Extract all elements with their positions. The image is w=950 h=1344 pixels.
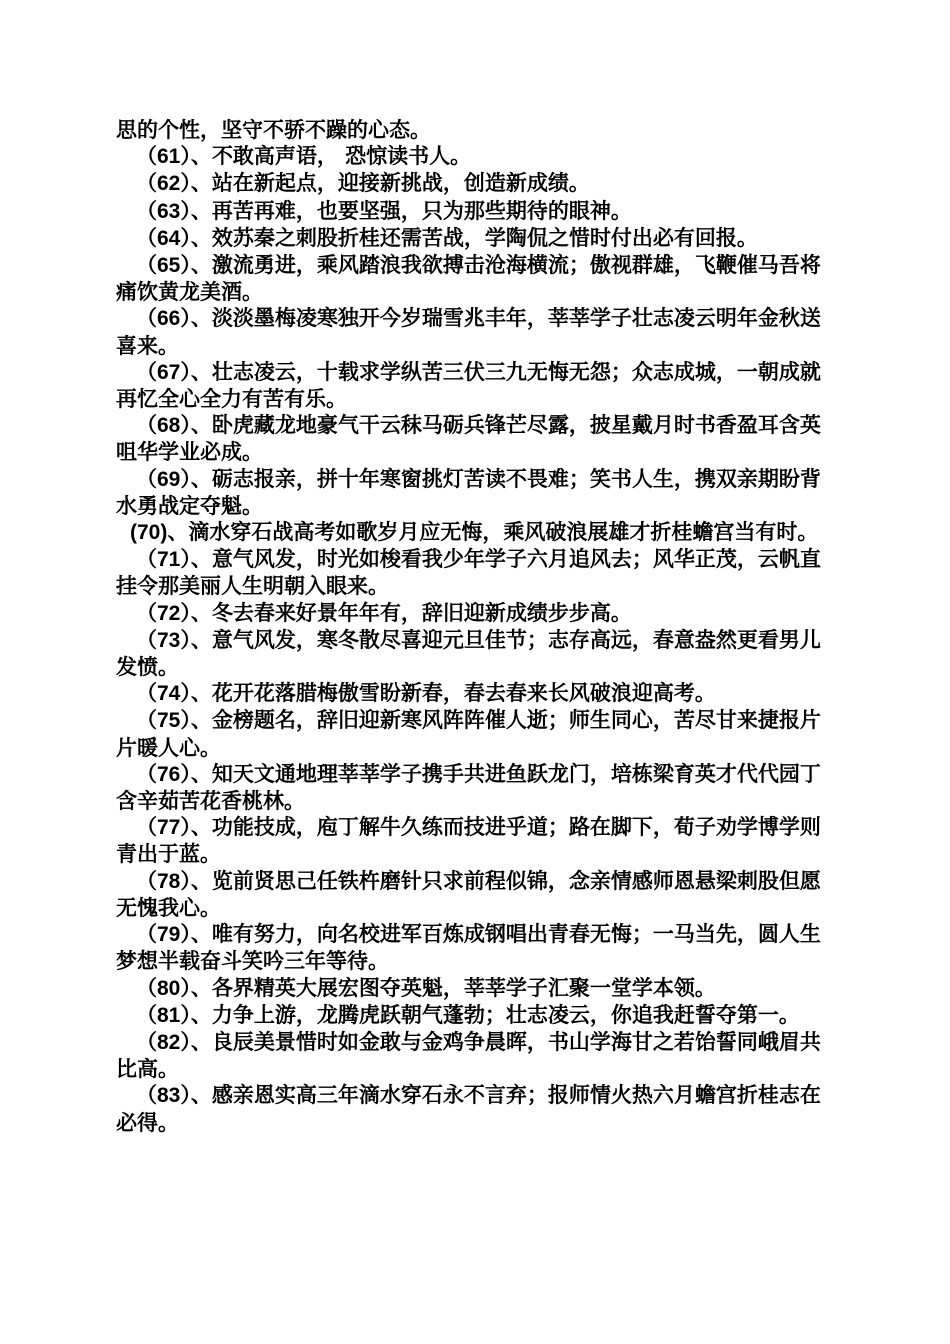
slogan-entry [116,868,830,921]
entry-number: （63） [136,199,191,223]
entry-number: （82） [136,1030,191,1054]
entry-text: 、感亲恩实高三年滴水穿石永不言弃；报师情火热六月蟾宫折桂志在必得。 [116,1083,821,1135]
entry-text: 、站在新起点，迎接新挑战，创造新成绩。 [190,171,590,196]
entry-number: （65） [136,254,191,278]
entry-text: 、金榜题名，辞旧迎新寒风阵阵催人逝；师生同心，苦尽甘来捷报片片暖人心。 [116,708,821,760]
slogan-entry [116,170,830,197]
slogan-entry [116,600,830,627]
entry-number: （64） [136,226,191,250]
entry-text: 、花开花落腊梅傲雪盼新春，春去春来长风破浪迎高考。 [190,681,716,706]
entry-text: 、唯有努力，向名校进军百炼成钢唱出青春无悔；一马当先，圆人生梦想半载奋斗笑吟三年等待。 [116,922,821,974]
slogan-entry [116,1029,830,1082]
entry-text: 、意气风发，寒冬散尽喜迎元旦佳节；志存高远，春意盎然更看男儿发愤。 [116,627,821,680]
slogan-entry [116,198,830,225]
slogan-entry [116,627,830,680]
slogan-entry [116,225,830,252]
slogan-entry [116,519,830,546]
entry-text: 、壮志凌云，十载求学纵苦三伏三九无悔无怨；众志成城，一朝成就再忆全心全力有苦有乐。 [116,359,821,412]
continuation-line: 思的个性，坚守不骄不躁的心态。 [116,118,431,142]
entry-number: （61） [136,145,191,169]
slogan-entry [116,466,830,519]
entry-text: 、效苏秦之刺股折桂还需苦战，学陶侃之惜时付出必有回报。 [190,225,758,250]
slogan-entry [116,252,830,305]
entry-text: 、知天文通地理莘莘学子携手共进鱼跃龙门，培栋梁育英才代代园丁含辛茹苦花香桃林。 [116,761,821,814]
entry-text: 、卧虎藏龙地豪气干云秣马砺兵锋芒尽露，披星戴月时书香盈耳含英咀华学业必成。 [116,413,821,465]
entry-number: （74） [136,682,191,706]
entry-text: 、力争上游，龙腾虎跃朝气蓬勃；壮志凌云，你追我赶誓夺第一。 [190,1002,800,1027]
entry-number: （71） [136,548,191,572]
entry-text: 、再苦再难，也要坚强，只为那些期待的眼神。 [190,198,632,223]
slogan-entry [116,305,830,358]
entry-number: (70) [130,521,168,545]
slogan-entry [116,761,830,814]
entry-number: （77） [136,816,191,840]
document-body [116,117,830,1136]
slogan-entry [116,359,830,412]
entry-text: 、激流勇进，乘风踏浪我欲搏击沧海横流；傲视群雄，飞鞭催马吾将痛饮黄龙美酒。 [116,253,821,305]
entry-text: 、冬去春来好景年年有，辞旧迎新成绩步步高。 [190,600,632,625]
entry-text: 、各界精英大展宏图夺英魁，莘莘学子汇聚一堂学本领。 [190,975,716,1000]
entry-number: （80） [136,976,191,1000]
slogan-entry [116,814,830,867]
entry-text: 、意气风发，时光如梭看我少年学子六月追风去；风华正茂，云帆直挂令那美丽人生明朝入眼来。 [116,547,821,599]
entry-number: （62） [136,172,191,196]
entry-number: （83） [136,1084,191,1108]
entry-number: （67） [136,360,191,384]
slogan-entry [116,921,830,974]
entry-number: （81） [136,1003,191,1027]
entry-text: 、淡淡墨梅凌寒独开今岁瑞雪兆丰年，莘莘学子壮志凌云明年金秋送喜来。 [116,306,821,358]
entry-text: 、良辰美景惜时如金敢与金鸡争晨晖，书山学海甘之若饴誓同峨眉共比高。 [116,1029,821,1082]
slogan-entry [116,707,830,760]
entry-text: 、览前贤思己任铁杵磨针只求前程似锦，念亲情感师恩悬梁刺股但愿无愧我心。 [116,868,821,920]
entry-number: （75） [136,709,191,733]
slogan-entry [116,1002,830,1029]
entry-number: （69） [136,467,191,491]
entry-number: （79） [136,923,191,947]
slogan-entry [116,412,830,465]
slogan-entry [116,975,830,1002]
entry-text: 、滴水穿石战高考如歌岁月应无悔，乘风破浪展雄才折桂蟾宫当有时。 [167,520,819,545]
entry-text: 、砺志报亲，拼十年寒窗挑灯苦读不畏难；笑书人生，携双亲期盼背水勇战定夺魁。 [116,466,821,518]
slogan-entry [116,546,830,599]
entry-number: （66） [136,307,191,331]
entry-text: 、功能技成，庖丁解牛久练而技进乎道；路在脚下，荀子劝学博学则青出于蓝。 [116,815,821,867]
entry-number: （73） [136,628,191,652]
entry-number: （78） [136,869,191,893]
slogan-entry [116,680,830,707]
slogan-list [116,143,830,1136]
slogan-entry [116,1082,830,1135]
entry-number: （68） [136,414,191,438]
entry-number: （76） [136,762,191,786]
entry-number: （72） [136,601,191,625]
slogan-entry [116,143,830,170]
entry-text: 、不敢高声语， 恐惊读书人。 [190,144,472,169]
